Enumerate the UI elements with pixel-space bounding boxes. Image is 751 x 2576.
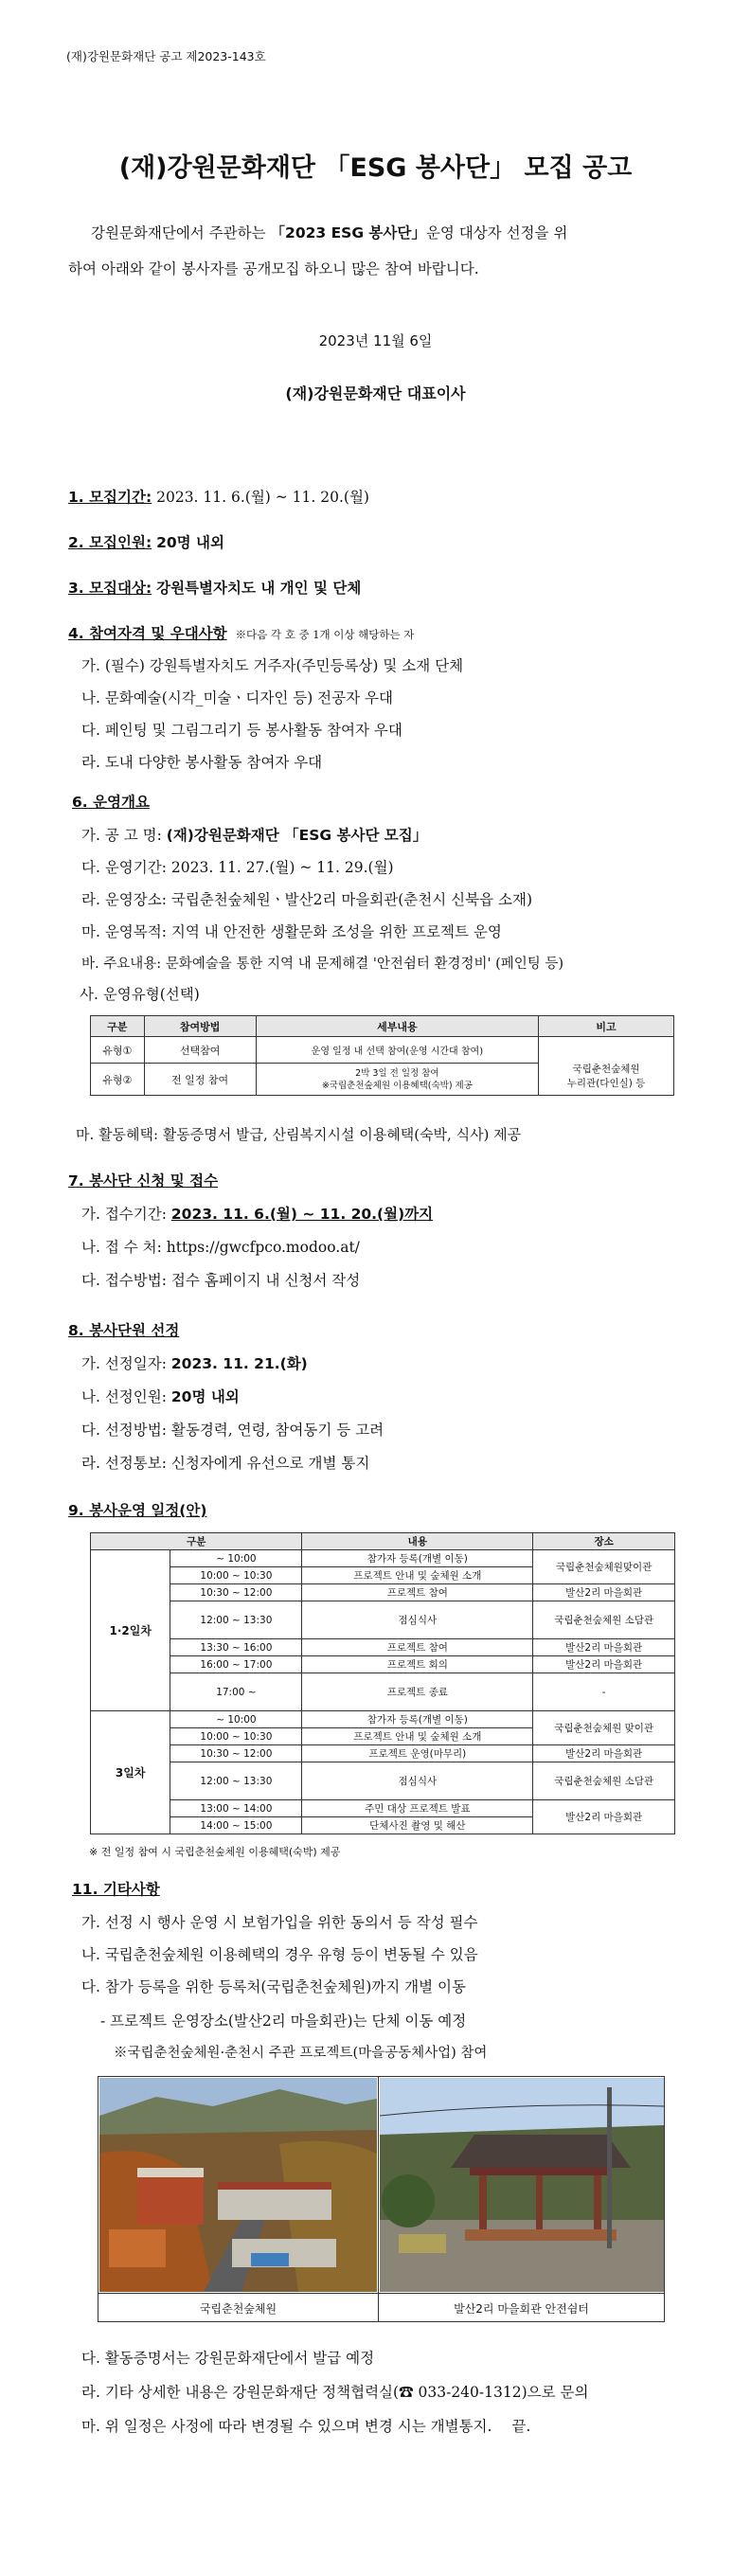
schedule-header: 장소 <box>533 1533 675 1550</box>
section-11-item <box>81 2417 530 2436</box>
section-8-b-label: 나. 선정인원: <box>81 1388 171 1405</box>
schedule-time: 10:00 ~ 10:30 <box>170 1567 302 1584</box>
section-1 <box>68 488 369 507</box>
schedule-time: 17:00 ~ <box>170 1673 302 1711</box>
schedule-content: 주민 대상 프로젝트 발표 <box>302 1800 533 1817</box>
section-8-a-label: 가. 선정일자: <box>81 1355 171 1372</box>
section-4-item: 다. 페인팅 및 그림그리기 등 봉사활동 참여자 우대 <box>81 722 402 739</box>
schedule-time: 16:00 ~ 17:00 <box>170 1656 302 1673</box>
section-11-item: 다. 참가 등록을 위한 등록처(국립춘천숲체원)까지 개별 이동 <box>81 1978 466 1995</box>
section-3-label: 3. 모집대상: <box>68 580 152 597</box>
schedule-content: 참가자 등록(개별 이동) <box>302 1550 533 1567</box>
section-6-item: 다. 운영기간: 2023. 11. 27.(월) ~ 11. 29.(월) <box>81 859 394 876</box>
table-cell <box>256 1064 538 1096</box>
schedule-day-label: 1·2일차 <box>91 1550 170 1711</box>
section-8-item-a <box>81 1354 308 1373</box>
section-11-item: 가. 선정 시 행사 운영 시 보험가입을 위한 동의서 등 작성 필수 <box>81 1914 478 1931</box>
schedule-place: 발산2리 마을회관 <box>533 1745 675 1762</box>
schedule-place: 발산2리 마을회관 <box>533 1639 675 1656</box>
section-4-item: 라. 도내 다양한 봉사활동 참여자 우대 <box>81 754 323 771</box>
section-11-item: 다. 활동증명서는 강원문화재단에서 발급 예정 <box>81 2350 375 2367</box>
photo-frame <box>98 2076 665 2322</box>
closing-end: 끝. <box>511 2418 531 2435</box>
section-8-item: 다. 선정방법: 활동경력, 연령, 참여동기 등 고려 <box>81 1422 384 1439</box>
schedule-time: 14:00 ~ 15:00 <box>170 1817 302 1834</box>
section-6-label: 6. 운영개요 <box>72 794 150 811</box>
section-7-a-value: 2023. 11. 6.(월) ~ 11. 20.(월)까지 <box>170 1206 434 1223</box>
section-6-item: 바. 주요내용: 문화예술을 통한 지역 내 문제해결 '안전쉼터 환경정비' (페인팅 등) <box>81 957 564 972</box>
table-cell: 유형① <box>91 1037 145 1064</box>
schedule-time: 13:30 ~ 16:00 <box>170 1639 302 1656</box>
table-header: 세부내용 <box>256 1016 538 1037</box>
section-2 <box>68 533 224 552</box>
table-cell: 전 일정 참여 <box>144 1064 256 1096</box>
intro-project-name: 「2023 ESG 봉사단」 <box>270 224 426 242</box>
table-cell: 선택참여 <box>144 1037 256 1064</box>
schedule-time: 10:30 ~ 12:00 <box>170 1745 302 1762</box>
operation-type-table <box>90 1015 674 1096</box>
schedule-content: 참가자 등록(개별 이동) <box>302 1711 533 1728</box>
notice-number: (재)강원문화재단 공고 제2023-143호 <box>66 49 266 63</box>
schedule-place: 국립춘천숲체원 소담관 <box>533 1762 675 1800</box>
section-8-b-value: 20명 내외 <box>170 1388 240 1405</box>
section-7-label: 7. 봉사단 신청 및 접수 <box>68 1172 219 1190</box>
cell-line: ※국립춘천숲체원 이용혜택(숙박) 제공 <box>321 1080 473 1091</box>
schedule-place: 국립춘천숲체원맞이관 <box>533 1550 675 1584</box>
section-6-a-label: 가. 공 고 명: <box>81 827 167 844</box>
section-11-label: 11. 기타사항 <box>72 1881 160 1898</box>
schedule-place: - <box>533 1673 675 1711</box>
schedule-place: 발산2리 마을회관 <box>533 1800 675 1834</box>
schedule-header: 구분 <box>91 1533 302 1550</box>
section-6-item: 라. 운영장소: 국립춘천숲체원ㆍ발산2리 마을회관(춘천시 신북읍 소재) <box>81 891 532 908</box>
remark-line: 누리관(다인실) 등 <box>566 1078 646 1089</box>
table-header: 참여방법 <box>144 1016 256 1037</box>
section-9-label: 9. 봉사운영 일정(안) <box>68 1502 207 1519</box>
pavilion-image <box>380 2078 664 2292</box>
remark-line: 국립춘천숲체원 <box>572 1064 640 1075</box>
schedule-content: 프로젝트 안내 및 숲체원 소개 <box>302 1728 533 1745</box>
schedule-content: 단체사진 촬영 및 해산 <box>302 1817 533 1834</box>
section-11-item: 라. 기타 상세한 내용은 강원문화재단 정책협력실(☎ 033-240-1312)으로 문의 <box>81 2384 589 2401</box>
section-3-value: 강원특별자치도 내 개인 및 단체 <box>156 580 362 597</box>
section-4-item: 가. (필수) 강원특별자치도 거주자(주민등록상) 및 소재 단체 <box>81 657 464 674</box>
section-7-item-a <box>81 1205 433 1224</box>
issuer: (재)강원문화재단 대표이사 <box>285 385 466 402</box>
schedule-time: 10:30 ~ 12:00 <box>170 1584 302 1601</box>
section-4-label: 4. 참여자격 및 우대사항 <box>68 625 227 642</box>
schedule-content: 프로젝트 참여 <box>302 1639 533 1656</box>
schedule-content: 프로젝트 안내 및 숲체원 소개 <box>302 1567 533 1584</box>
table-cell: 유형② <box>91 1064 145 1096</box>
section-2-value: 20명 내외 <box>156 534 224 551</box>
section-7-a-label: 가. 접수기간: <box>81 1206 171 1223</box>
section-8-item-b <box>81 1387 240 1406</box>
section-6-a-value: (재)강원문화재단 「ESG 봉사단 모집」 <box>166 827 428 844</box>
schedule-time: 10:00 ~ 10:30 <box>170 1728 302 1745</box>
notice-date: 2023년 11월 6일 <box>318 332 433 349</box>
section-8-a-value: 2023. 11. 21.(화) <box>170 1355 308 1372</box>
section-4-item: 나. 문화예술(시각_미술ㆍ디자인 등) 전공자 우대 <box>81 689 393 707</box>
section-6-item-a <box>81 826 427 845</box>
section-6-item: 마. 운영목적: 지역 내 안전한 생활문화 조성을 위한 프로젝트 운영 <box>81 923 502 940</box>
schedule-time: 13:00 ~ 14:00 <box>170 1800 302 1817</box>
pavilion-photo <box>380 2078 664 2292</box>
schedule-time: 12:00 ~ 13:30 <box>170 1762 302 1800</box>
schedule-content: 프로젝트 회의 <box>302 1656 533 1673</box>
schedule-note: ※ 전 일정 참여 시 국립춘천숲체원 이용혜택(숙박) 제공 <box>89 1846 341 1858</box>
schedule-time: 12:00 ~ 13:30 <box>170 1601 302 1639</box>
schedule-time: ~ 10:00 <box>170 1711 302 1728</box>
section-4 <box>68 624 414 644</box>
intro-line-1 <box>91 224 567 242</box>
closing-text: 마. 위 일정은 사정에 따라 변경될 수 있으며 변경 시는 개별통지. <box>81 2418 492 2435</box>
section-6-item: 사. 운영유형(선택) <box>80 986 200 1003</box>
forest-lodge-photo <box>99 2078 377 2292</box>
section-1-value: 2023. 11. 6.(월) ~ 11. 20.(월) <box>156 489 369 506</box>
schedule-header: 내용 <box>302 1533 533 1550</box>
section-8-item: 라. 선정통보: 신청자에게 유선으로 개별 통지 <box>81 1455 370 1472</box>
section-3 <box>68 579 361 598</box>
schedule-day-label: 3일차 <box>91 1711 170 1834</box>
table-header: 구분 <box>91 1016 145 1037</box>
intro-text-b: 운영 대상자 선정을 위 <box>425 224 568 242</box>
forest-lodge-image <box>99 2078 377 2292</box>
schedule-content: 프로젝트 운영(마무리) <box>302 1745 533 1762</box>
schedule-content: 점심식사 <box>302 1762 533 1800</box>
schedule-place: 국립춘천숲체원 맞이관 <box>533 1711 675 1745</box>
section-1-label: 1. 모집기간: <box>68 489 152 506</box>
schedule-content: 점심식사 <box>302 1601 533 1639</box>
table-cell: 운영 일정 내 선택 참여(운영 시간대 참여) <box>256 1037 538 1064</box>
section-6-benefit: 마. 활동혜택: 활동증명서 발급, 산림복지시설 이용혜택(숙박, 식사) 제공 <box>76 1126 522 1143</box>
schedule-content: 프로젝트 종료 <box>302 1673 533 1711</box>
section-8-label: 8. 봉사단원 선정 <box>68 1322 180 1339</box>
schedule-content: 프로젝트 참여 <box>302 1584 533 1601</box>
section-11-item: 나. 국립춘천숲체원 이용혜택의 경우 유형 등이 변동될 수 있음 <box>81 1946 478 1963</box>
intro-line-2: 하여 아래와 같이 봉사자를 공개모집 하오니 많은 참여 바랍니다. <box>68 260 479 277</box>
photo-caption: 국립춘천숲체원 <box>199 2302 277 2316</box>
section-7-item: 다. 접수방법: 접수 홈페이지 내 신청서 작성 <box>81 1272 361 1289</box>
section-11-subitem: - 프로젝트 운영장소(발산2리 마을회관)는 단체 이동 예정 <box>100 2012 467 2030</box>
schedule-table <box>90 1532 675 1834</box>
section-4-note: ※다음 각 호 중 1개 이상 해당하는 자 <box>235 628 415 641</box>
table-cell-remark <box>539 1037 674 1096</box>
schedule-place: 발산2리 마을회관 <box>533 1584 675 1601</box>
cell-line: 2박 3일 전 일정 참여 <box>355 1067 439 1079</box>
photo-caption: 발산2리 마을회관 안전쉼터 <box>454 2302 589 2316</box>
intro-text-a: 강원문화재단에서 주관하는 <box>91 224 271 242</box>
page-title: (재)강원문화재단 「ESG 봉사단」 모집 공고 <box>118 153 633 183</box>
schedule-place: 발산2리 마을회관 <box>533 1656 675 1673</box>
section-2-label: 2. 모집인원: <box>68 534 152 551</box>
schedule-time: ~ 10:00 <box>170 1550 302 1567</box>
schedule-place: 국립춘천숲체원 소담관 <box>533 1601 675 1639</box>
table-header: 비고 <box>539 1016 674 1037</box>
section-11-subitem: ※국립춘천숲체원·춘천시 주관 프로젝트(마을공동체사업) 참여 <box>114 2046 488 2061</box>
section-7-item: 나. 접 수 처: https://gwcfpco.modoo.at/ <box>81 1239 360 1256</box>
